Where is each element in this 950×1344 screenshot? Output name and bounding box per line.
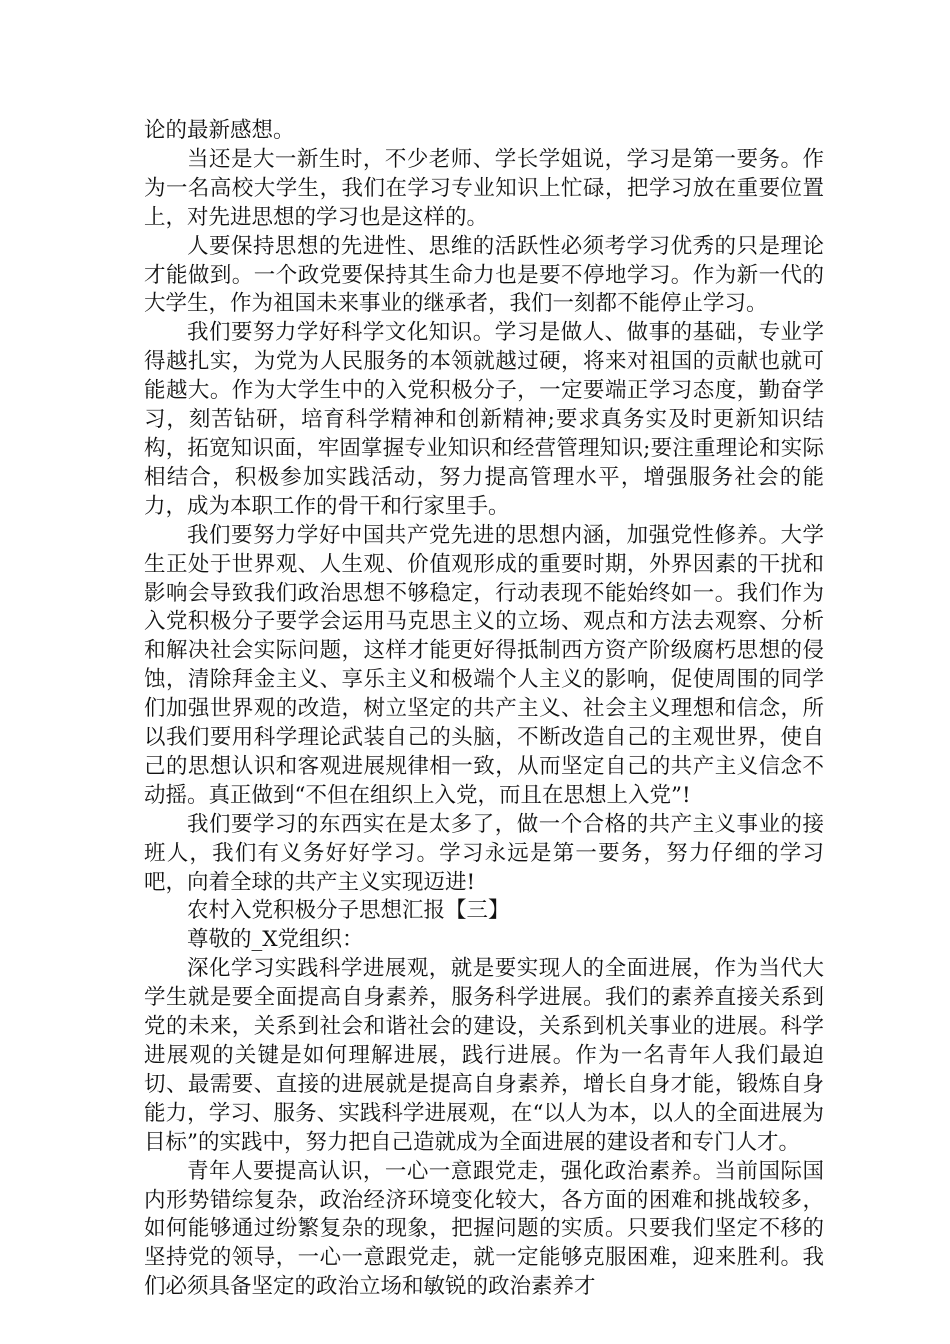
paragraph-continuation: 论的最新感想。 xyxy=(144,118,295,143)
paragraph-first-priority: 当还是大一新生时，不少老师、学长学姐说，学习是第一要务。作为一名高校大学生，我们在学习专业知识上忙碌，把学习放在重要位置上，对先进思想的学习也是这样的。 xyxy=(144,146,824,230)
salutation: 尊敬的_X党组织： xyxy=(187,927,364,953)
paragraph-political-quality: 青年人要提高认识，一心一意跟党走，强化政治素养。当前国际国内形势错综复杂，政治经济环境变化较大，各方面的困难和挑战较多，如何能够通过纷繁复杂的现象，把握问题的实质。只要我们坚定不移的坚持党的领导，一心一意跟党走，就一定能够克服困难，迎来胜利。我们必须具备坚定的政治立场和敏锐的政治素养才 xyxy=(144,1158,824,1300)
paragraph-science-knowledge: 我们要努力学好科学文化知识。学习是做人、做事的基础，专业学得越扎实，为党为人民服务的本领就越过硬，将来对祖国的贡献也就可能越大。作为大学生中的入党积极分子，一定要端正学习态度，勤奋学习，刻苦钻研，培育科学精神和创新精神;要求真务实及时更新知识结构，拓宽知识面，牢固掌握专业知识和经营管理知识;要注重理论和实际相结合，积极参加实践活动，努力提高管理水平，增强服务社会的能力，成为本职工作的骨干和行家里手。 xyxy=(144,320,824,519)
paragraph-much-to-learn: 我们要学习的东西实在是太多了，做一个合格的共产主义事业的接班人，我们有义务好好学习。学习永远是第一要务，努力仔细的学习吧，向着全球的共产主义实现迈进! xyxy=(144,811,824,895)
section-heading-report-three: 农村入党积极分子思想汇报【三】 xyxy=(187,898,510,924)
paragraph-party-thought: 我们要努力学好中国共产党先进的思想内涵，加强党性修养。大学生正处于世界观、人生观、价值观形成的重要时期，外界因素的干扰和影响会导致我们政治思想不够稳定，行动表现不能始终如一。我们作为入党积极分子要学会运用马克思主义的立场、观点和方法去观察、分析和解决社会实际问题，这样才能更好得抵制西方资产阶级腐朽思想的侵蚀，清除拜金主义、享乐主义和极端个人主义的影响，促使周围的同学们加强世界观的改造，树立坚定的共产主义、社会主义理想和信念，所以我们要用科学理论武装自己的头脑，不断改造自己的主观世界，使自己的思想认识和客观进展规律相一致，从而坚定自己的共产主义信念不动摇。真正做到“不但在组织上入党，而且在思想上入党”! xyxy=(144,522,824,808)
paragraph-scientific-development: 深化学习实践科学进展观，就是要实现人的全面进展，作为当代大学生就是要全面提高自身素养，服务科学进展。我们的素养直接关系到党的未来，关系到社会和谐社会的建设，关系到机关事业的进展。科学进展观的关键是如何理解进展，践行进展。作为一名青年人我们最迫切、最需要、直接的进展就是提高自身素养，增长自身才能，锻炼自身能力，学习、服务、实践科学进展观，在“以人为本，以人的全面进展为目标”的实践中，努力把自己造就成为全面进展的建设者和专门人才。 xyxy=(144,956,824,1155)
document-page xyxy=(144,117,824,1302)
paragraph-keep-learning: 人要保持思想的先进性、思维的活跃性必须考学习优秀的只是理论才能做到。一个政党要保持其生命力也是要不停地学习。作为新一代的大学生，作为祖国未来事业的继承者，我们一刻都不能停止学习。 xyxy=(144,233,824,317)
